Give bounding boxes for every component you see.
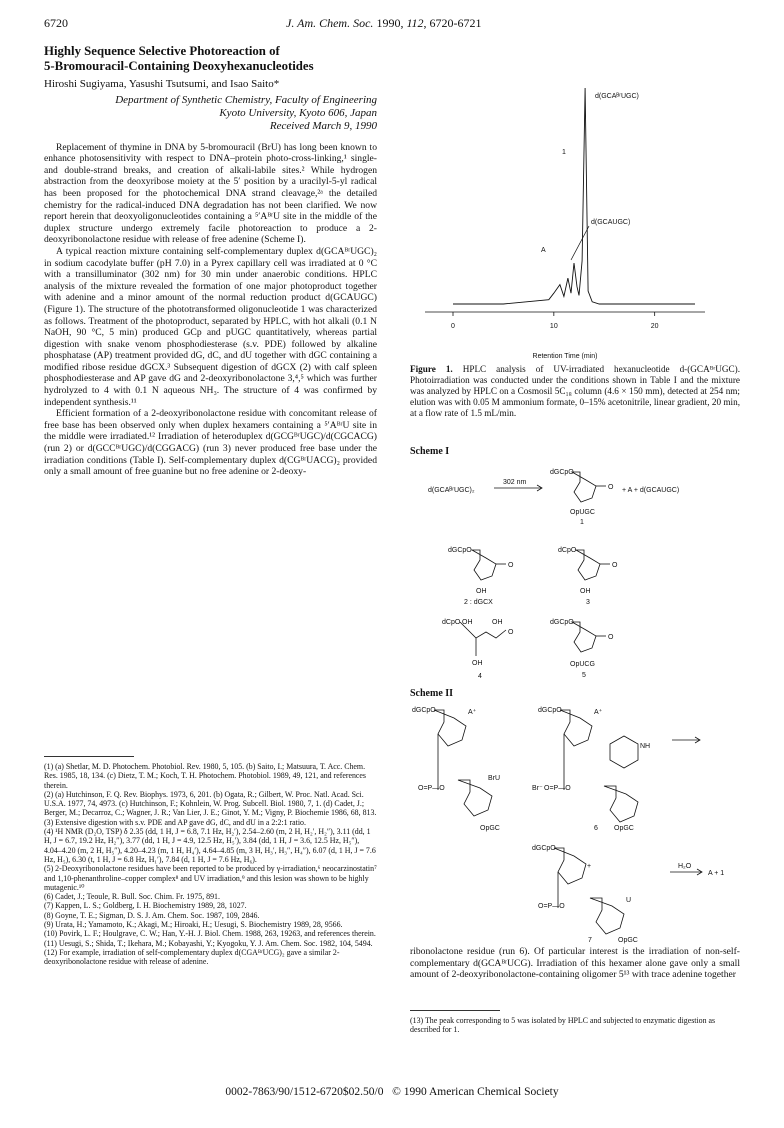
ring-3: [576, 550, 600, 580]
paragraph-continued: ribonolactone residue (run 6). Of particular interest is the irradiation of non-self-complementary d(GCAᴮʳUCG). Irradiation of this hexamer alone gave only a small amount of 2-deoxyribonolactone-containing oligomer 5¹³ with trace adenine together: [410, 946, 740, 981]
footnote: (1) (a) Shetlar, M. D. Photochem. Photobiol. Rev. 1980, 5, 105. (b) Saito, I.; Matsuura, T. Acc. Chem. Res. 1985, 18, 134. (c) Dietz, T. M.; Koch, T. H. Photochem. Photobiol. 1989, 49, 121, and references therein.: [44, 762, 366, 790]
reactant-label: d(GCAᴮʳUGC)₂: [428, 487, 475, 494]
peak-label-gcaugc: d(GCAUGC): [591, 219, 631, 226]
oh-label: OH: [476, 588, 487, 595]
header-volume: 112: [406, 16, 424, 30]
x-tick-label: 10: [549, 323, 558, 330]
cation-label: +: [587, 863, 592, 870]
pucg-label: OpUCG: [570, 661, 595, 668]
scheme-2-title: Scheme II: [410, 688, 454, 699]
header-pages: , 6720-6721: [423, 16, 482, 30]
pugc-label: OpUGC: [570, 509, 595, 516]
footnote: (3) Extensive digestion with s.v. PDE and AP gave dG, dC, and dU in a 2:2:1 ratio.: [44, 817, 306, 827]
u-label: U: [626, 897, 632, 904]
sugar-ring: [604, 786, 638, 822]
ring-1: [572, 472, 596, 502]
compound-5-label: 5: [582, 672, 586, 679]
peak-label-a: A: [541, 247, 546, 254]
peak-label-1: 1: [562, 149, 566, 156]
peak-label-top: d(GCAᴮʳUGC): [595, 93, 639, 100]
figure-label: Figure 1.: [410, 364, 453, 374]
sugar-ring: [560, 710, 592, 746]
header-year: 1990,: [376, 16, 407, 30]
oh-label: OH: [472, 660, 483, 667]
phosphate-label: O=P—O: [418, 785, 445, 792]
sugar-ring: [458, 780, 492, 816]
scheme-1: [410, 460, 745, 688]
dcpo-label: dCpO: [558, 547, 577, 554]
journal-name: J. Am. Chem. Soc.: [286, 16, 374, 30]
water-label: H₂O: [678, 863, 692, 870]
footnote: (9) Urata, H.; Yamamoto, K.; Akagi, M.; Hiroaki, H.; Uesugi, S. Biochemistry 1989, 28, 9566.: [44, 920, 343, 930]
dgcpo-label: dGCpO: [412, 707, 436, 714]
footnotes: [44, 762, 377, 967]
hplc-chromatogram: [405, 80, 745, 360]
dgcpo-label: dGCpO: [538, 707, 562, 714]
uracil-ring: [610, 736, 638, 768]
products-label: + A + d(GCAUGC): [622, 487, 680, 494]
peak-arrow: [571, 226, 589, 260]
footnote-13: (13) The peak corresponding to 5 was isolated by HPLC and subjected to enzymatic digestion as described for 1.: [410, 1016, 716, 1035]
compound-3-label: 3: [586, 599, 590, 606]
scheme-2-continued: [530, 838, 745, 946]
affiliation: [44, 94, 377, 133]
a-plus-label: A⁺: [594, 709, 603, 716]
footnote: (6) Cadet, J.; Teoule, R. Bull. Soc. Chim. Fr. 1975, 891.: [44, 892, 220, 902]
x-axis-label: Retention Time (min): [532, 353, 598, 360]
opgc-label: OpGC: [618, 937, 638, 944]
conditions-label: 302 nm: [503, 479, 527, 486]
ring-2: [472, 550, 496, 580]
compound-1-label: 1: [580, 519, 584, 526]
title-line-2: 5-Bromouracil-Containing Deoxyhexanucleotides: [44, 58, 314, 73]
compound-6-label: 6: [594, 825, 598, 832]
chromatogram-trace: [453, 88, 695, 304]
oxygen-label: O: [508, 562, 514, 569]
left-column: [44, 44, 377, 478]
dgcpo-label: dGCpO: [550, 469, 574, 476]
sugar-ring: [554, 848, 586, 884]
paragraph-2: A typical reaction mixture containing self-complementary duplex d(GCAᴮʳUGC)₂ in sodium cacodylate buffer (pH 7.0) in a Pyrex capillary cell was irradiated at 0 °C with a transilluminator (302 nm) for 30 min under anaerobic conditions. HPLC analysis of the mixture revealed the formation of one major photoproduct together with adenine and a minor amount of the normal reduction product d(GCAUGC) (Figure 1). The structure of the phototransformed oligonucleotide 1 was characterized as follows. Treatment of the photoproduct, separated by HPLC, with hot alkali (0.1 N NaOH, 90 °C, 5 min) produced GCp and pUGC quantitatively, whereas partial digestion with snake venom phosphodiesterase (s.v. PDE) followed by alkaline phosphatase (AP) treatment provided dG, dC, and dU together with dGC containing a modified ribose residue dGCX.³ Subsequent digestion of dGCX (2) with calf spleen phosphodiesterase and AP gave dG and 2-deoxyribonolactone 3,⁴,⁵ which was further hydrolyzed to 4 with 0.1 N aqueous NH₃. The structure of 4 was confirmed by independent synthesis.¹¹: [44, 245, 377, 408]
a-plus-label: A⁺: [468, 709, 477, 716]
phosphate-label: O=P—O: [538, 903, 565, 910]
oh-label: OH: [492, 619, 503, 626]
footnote: (7) Kappen, L. S.; Goldberg, I. H. Biochemistry 1989, 28, 1027.: [44, 901, 247, 911]
nh-label: NH: [640, 743, 651, 750]
oxygen-label: O: [608, 484, 614, 491]
received-date: Received March 9, 1990: [269, 119, 377, 132]
affiliation-line-2: Kyoto University, Kyoto 606, Japan: [219, 106, 377, 119]
figure-caption: [410, 364, 740, 419]
title-line-1: Highly Sequence Selective Photoreaction of: [44, 44, 280, 58]
compound-7-label: 7: [588, 937, 592, 944]
copyright: © 1990 American Chemical Society: [392, 1086, 559, 1098]
scheme-1-title: Scheme I: [410, 446, 450, 457]
products-label: A + 1: [708, 870, 725, 877]
right-column-text: [410, 946, 740, 981]
running-header: [286, 16, 482, 31]
oxygen-label: O: [612, 562, 618, 569]
affiliation-line-1: Department of Synthetic Chemistry, Faculty of Engineering: [115, 93, 377, 106]
footnote-rule: [410, 1010, 500, 1011]
bru-label: BrU: [488, 775, 501, 782]
footnote: (2) (a) Hutchinson, F. Q. Rev. Biophys. 1973, 6, 201. (b) Ogata, R.; Gilbert, W. Proc. Natl. Acad. Sci. U.S.A. 1977, 74, 4973. (c) Hutchinson, F.; Kohnlein, W. Prog. Subcell. Biol. 1980, 7, 1. (d) Cadet, J.; Berger, M.; Decarroz, C.; Wagner, J. R.; Van Lier, J. E.; Ginot, Y. M.; Vigny, P. Biochemie 1986, 68, 813.: [44, 789, 377, 818]
x-tick-label: 0: [451, 323, 455, 330]
dgcpo-label: dGCpO: [550, 619, 574, 626]
footnote: (8) Goyne, T. E.; Sigman, D. S. J. Am. Chem. Soc. 1987, 109, 2846.: [44, 910, 260, 920]
journal-code: 0002-7863/90/1512-6720$02.50/0: [225, 1086, 384, 1098]
footnote: (4) ¹H NMR (D₂O, TSP) δ 2.35 (dd, 1 H, J = 6.8, 7.1 Hz, H₂′), 2.54–2.60 (m, 2 H, H₂′, H₂″), 3.11 (dd, 1 H, J = 6.7, 19.2 Hz, H₂″), 3.77 (dd, 1 H, J = 4.9, 12.5 Hz, H₅′), 3.84 (dd, 1 H, J = 3.6, 12.5 Hz, H₅″), 4.04–4.20 (m, 2 H, H₅″), 4.20–4.23 (m, 1 H, H₄′), 4.64–4.85 (m, 3 H, H₃′, H₃″, H₄″), 6.07 (d, 1 H, J = 7.6 Hz, H₅), 6.30 (t, 1 H, J = 6.8 Hz, H₁′), 7.84 (d, 1 H, J = 7.6 Hz, H₆).: [44, 827, 376, 864]
sugar-ring: [434, 710, 466, 746]
sugar-ring: [590, 898, 624, 934]
footnote: (11) Uesugi, S.; Shida, T.; Ikehara, M.; Kobayashi, Y.; Kyogoku, Y. J. Am. Chem. Soc. 1982, 104, 5494.: [44, 938, 373, 948]
dcpo-label: dCpO: [442, 619, 461, 626]
page-number: 6720: [44, 16, 68, 30]
compound-4-label: 4: [478, 673, 482, 680]
paragraph-1: Replacement of thymine in DNA by 5-bromouracil (BrU) has long been known to enhance photosensitivity with respect to DNA–protein photo-cross-linking,¹ single- and double-strand breaks, and creation of alkali-labile sites.² While hydrogen abstraction from the deoxyribose moiety at the 5′ position by a uracilyl-5-yl radical has been proposed for the photochemical DNA strand cleavage,²ᵃ the detailed chemistry for the radical-induced DNA degradation has not been clarified. We now report herein that deoxyoligonucleotides containing a ⁵′AᴮʳU site in the middle of the duplex structure undergo extremely facile photoreaction to produce a 2-deoxyribonolactone residue with release of free adenine (Scheme I).: [44, 141, 377, 246]
oh-label: OH: [462, 619, 473, 626]
footnote: (5) 2-Deoxyribonolactone residues have been reported to be produced by γ-irradiation,⁶ neocarzinostatin⁷ and 1,10-phenanthroline–copper complex⁸ and UV irradiation,⁹ and this lesion was shown to be highly mutagenic.¹⁰: [44, 864, 377, 892]
br-label: Br⁻: [532, 785, 543, 792]
article-title: [44, 44, 377, 73]
scheme-2: [410, 700, 745, 846]
opgc-label: OpGC: [480, 825, 500, 832]
footnote-rule: [44, 756, 134, 757]
oh-label: OH: [580, 588, 591, 595]
authors: Hiroshi Sugiyama, Yasushi Tsutsumi, and Isao Saito*: [44, 78, 280, 90]
oxygen-label: O: [608, 634, 614, 641]
dgcpo-label: dGCpO: [448, 547, 472, 554]
compound-2-label: 2 : dGCX: [464, 599, 493, 606]
dgcpo-label: dGCpO: [532, 845, 556, 852]
phosphate-label: O=P—O: [544, 785, 571, 792]
x-tick-label: 20: [650, 323, 659, 330]
ring-5: [572, 622, 596, 652]
oxygen-label: O: [508, 629, 514, 636]
footer: [0, 1086, 784, 1098]
paragraph-3: Efficient formation of a 2-deoxyribonolactone residue with concomitant release of free base has been observed only when duplex hexamers containing a ⁵′AᴮʳU site in the middle were irradiated.¹² Irradiation of heteroduplex d(GCGᴮʳUGC)/d(CGCACG) (run 2) or d(GCCᴮʳUGC)/d(CGGACG) (run 3) never produced free base under the irradiation conditions (Table I). Self-complementary duplex d(CGᴮʳUACG)₂ provided only a small amount of free guanine but no free adenine or 2-deoxy-: [44, 408, 377, 478]
footnote: (10) Povirk, L. F.; Houlgrave, C. W.; Han, Y.-H. J. Biol. Chem. 1988, 263, 19263, and references therein.: [44, 929, 376, 939]
figure-caption-text: HPLC analysis of UV-irradiated hexanucleotide d-(GCAᴮʳUGC). Photoirradiation was conducted under the conditions shown in Table I and the mixture was analyzed by HPLC on a Cosmosil 5C₁₈ column (4.6 × 150 mm), detected at 254 nm; elution was with 0.05 M ammonium formate, 0–15% acetonitrile, linear gradient, 20 min, at a flow rate of 1.5 mL/min.: [410, 364, 741, 418]
footnote: (12) For example, irradiation of self-complementary duplex d(CGAᴮʳUCG)₂ gave a similar 2-deoxyribonolactone residue with release of adenine.: [44, 947, 340, 967]
opgc-label: OpGC: [614, 825, 634, 832]
